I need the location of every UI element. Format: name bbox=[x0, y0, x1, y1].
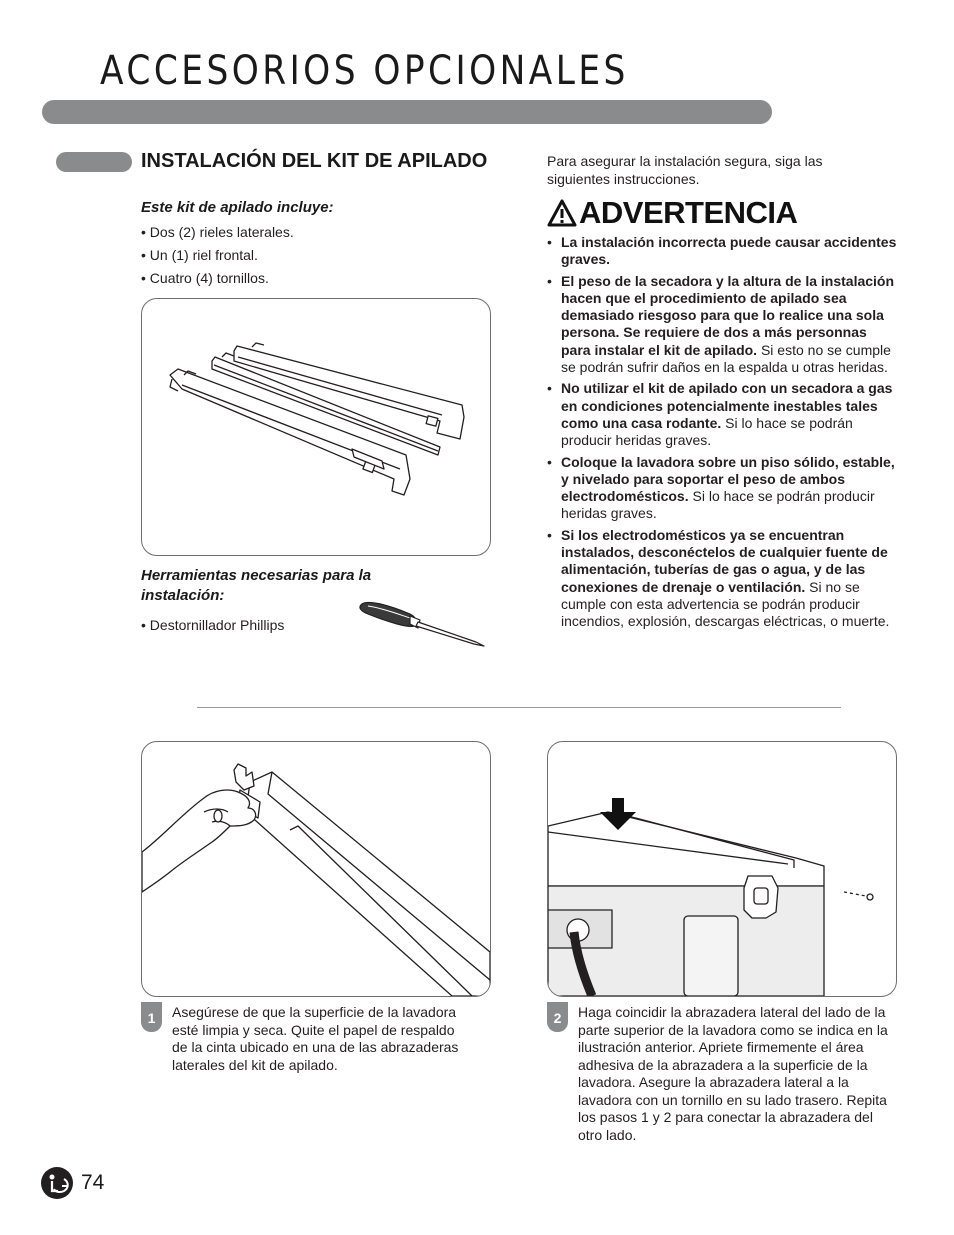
kit-item: • Cuatro (4) tornillos. bbox=[141, 270, 269, 286]
warning-heading-text: ADVERTENCIA bbox=[579, 195, 798, 230]
warning-item-bold: La instalación incorrecta puede causar accidentes graves. bbox=[561, 234, 897, 268]
warning-item bbox=[547, 454, 897, 523]
kit-title: Este kit de apilado incluye: bbox=[141, 199, 334, 216]
title-bar bbox=[42, 100, 772, 124]
page-number: 74 bbox=[81, 1171, 105, 1194]
warning-item-normal: Si lo hace se podrán producir heridas graves. bbox=[561, 488, 875, 522]
step-1-number: 1 bbox=[141, 1002, 162, 1032]
warning-item bbox=[547, 273, 897, 377]
step-1-text: Asegúrese de que la superficie de la lavadora esté limpia y seca. Quite el papel de respaldo de la cinta ubicado en una de las abrazaderas laterales del kit de apilado. bbox=[172, 1004, 459, 1073]
step-1-illustration-panel bbox=[141, 741, 491, 997]
washer-bracket-illustration bbox=[548, 742, 896, 996]
step-2-text: Haga coincidir la abrazadera lateral del lado de la parte superior de la lavadora como se indica en la ilustración anterior. Apriete firmemente el área adhesiva de la abrazadera a la superficie de la lavadora. Asegure la abrazadera lateral a la lavadora con un tornillo en su lado trasero. Repita los pasos 1 y 2 para conectar la abrazadera del otro lado. bbox=[578, 1004, 888, 1143]
warning-item-bold: El peso de la secadora y la altura de la instalación hacen que el procedimiento de apilado sea demasiado riesgoso para que lo realice una sola persona. Se requiere de dos a más personnas para instalar el kit de apilado. bbox=[561, 272, 895, 358]
warning-triangle-icon bbox=[547, 199, 577, 227]
warning-item-normal: Si no se cumple con esta advertencia se podrán producir incendios, explosión, descargas eléctricas, o muerte. bbox=[561, 578, 890, 630]
step-2-illustration-panel bbox=[547, 741, 897, 997]
kit-item: • Un (1) riel frontal. bbox=[141, 247, 258, 263]
lg-logo bbox=[40, 1166, 74, 1200]
warning-item-normal: Si esto no se cumple se podrán sufrir daños en la espalda u otras heridas. bbox=[561, 341, 891, 376]
step-2-number: 2 bbox=[547, 1002, 568, 1032]
rails-illustration bbox=[142, 299, 490, 555]
warning-item bbox=[547, 527, 897, 631]
warning-item-bold: Si los electrodomésticos ya se encuentran instalados, desconéctelos de cualquier fuente de alimentación, tuberías de gas o agua, y de las conexiones de drenaje o ventilación. bbox=[561, 526, 888, 595]
warning-item bbox=[547, 234, 897, 269]
kit-item: • Dos (2) rieles laterales. bbox=[141, 224, 294, 240]
warning-heading bbox=[547, 195, 797, 231]
warning-item-normal: Si lo hace se podrán producir heridas graves. bbox=[561, 414, 853, 449]
kit-illustration-panel bbox=[141, 298, 491, 556]
warning-item-bold: Coloque la lavadora sobre un piso sólido, estable, y nivelado para soportar el peso de ambos electrodomésticos. bbox=[561, 453, 895, 505]
warning-list bbox=[547, 234, 897, 635]
screwdriver-icon bbox=[358, 598, 490, 650]
hand-rail-illustration bbox=[142, 742, 490, 996]
page-title: ACCESORIOS OPCIONALES bbox=[100, 48, 629, 94]
tools-item: • Destornillador Phillips bbox=[141, 617, 285, 633]
section-pill bbox=[56, 152, 132, 172]
warning-item bbox=[547, 380, 897, 449]
intro-text: Para asegurar la instalación segura, siga las siguientes instrucciones. bbox=[547, 153, 823, 187]
tools-title: Herramientas necesarias para la instalación: bbox=[141, 567, 372, 604]
section-divider bbox=[197, 707, 841, 708]
warning-item-bold: No utilizar el kit de apilado con un secadora a gas en condiciones potencialmente inestables tales como una casa rodante. bbox=[561, 380, 893, 431]
section-heading: INSTALACIÓN DEL KIT DE APILADO bbox=[141, 150, 488, 172]
